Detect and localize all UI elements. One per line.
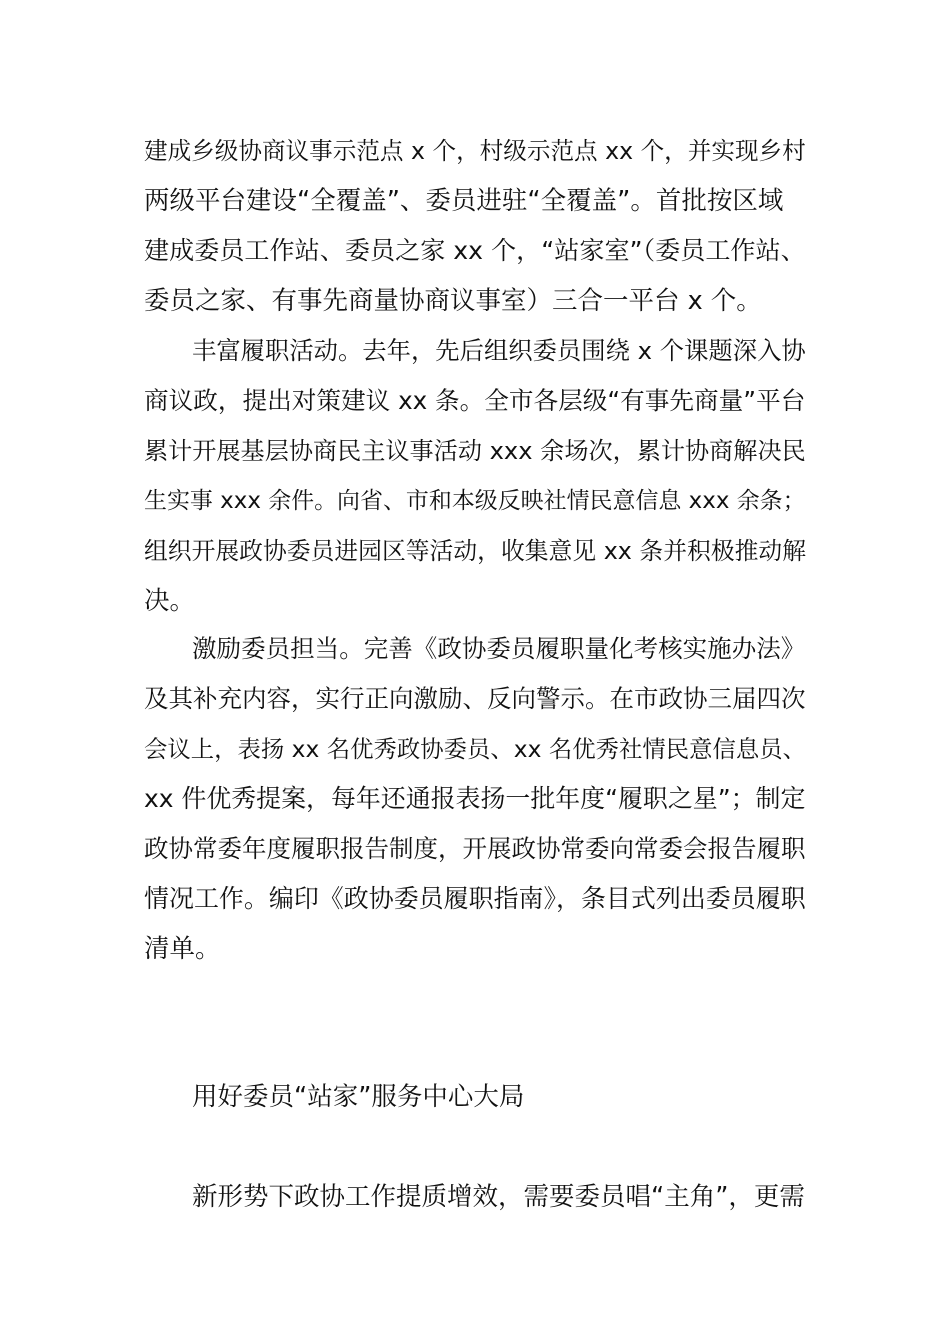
paragraph-line: 情况工作。编印《政协委员履职指南》，条目式列出委员履职 bbox=[144, 884, 806, 913]
paragraph-line: 激励委员担当。完善《政协委员履职量化考核实施办法》 bbox=[192, 634, 806, 663]
paragraph-line: 建成乡级协商议事示范点 x 个，村级示范点 xx 个，并实现乡村 bbox=[144, 137, 806, 165]
paragraph-line: 新形势下政协工作提质增效，需要委员唱“主角”，更需 bbox=[192, 1182, 805, 1212]
paragraph-line: 清单。 bbox=[144, 934, 221, 964]
paragraph-line: 商议政，提出对策建议 xx 条。全市各层级“有事先商量”平台 bbox=[144, 386, 806, 415]
paragraph-line: 两级平台建设“全覆盖”、委员进驻“全覆盖”。首批按区域 bbox=[144, 186, 784, 216]
paragraph-line: 累计开展基层协商民主议事活动 xxx 余场次，累计协商解决民 bbox=[144, 437, 806, 465]
paragraph-line: 建成委员工作站、委员之家 xx 个，“站家室”（委员工作站、 bbox=[144, 236, 806, 265]
paragraph-line: xx 件优秀提案，每年还通报表扬一批年度“履职之星”；制定 bbox=[144, 784, 806, 813]
section-heading: 用好委员“站家”服务中心大局 bbox=[192, 1082, 525, 1112]
paragraph-line: 会议上，表扬 xx 名优秀政协委员、xx 名优秀社情民意信息员、 bbox=[144, 735, 806, 763]
paragraph-line: 政协常委年度履职报告制度，开展政协常委向常委会报告履职 bbox=[144, 834, 806, 863]
paragraph-line: 委员之家、有事先商量协商议事室）三合一平台 x 个。 bbox=[144, 286, 762, 316]
paragraph-line: 组织开展政协委员进园区等活动，收集意见 xx 条并积极推动解 bbox=[144, 537, 807, 565]
paragraph-line: 决。 bbox=[144, 586, 196, 616]
paragraph-line: 及其补充内容，实行正向激励、反向警示。在市政协三届四次 bbox=[144, 684, 806, 713]
paragraph-line: 丰富履职活动。去年，先后组织委员围绕 x 个课题深入协 bbox=[192, 336, 806, 365]
paragraph-line: 生实事 xxx 余件。向省、市和本级反映社情民意信息 xxx 余条； bbox=[144, 488, 806, 514]
